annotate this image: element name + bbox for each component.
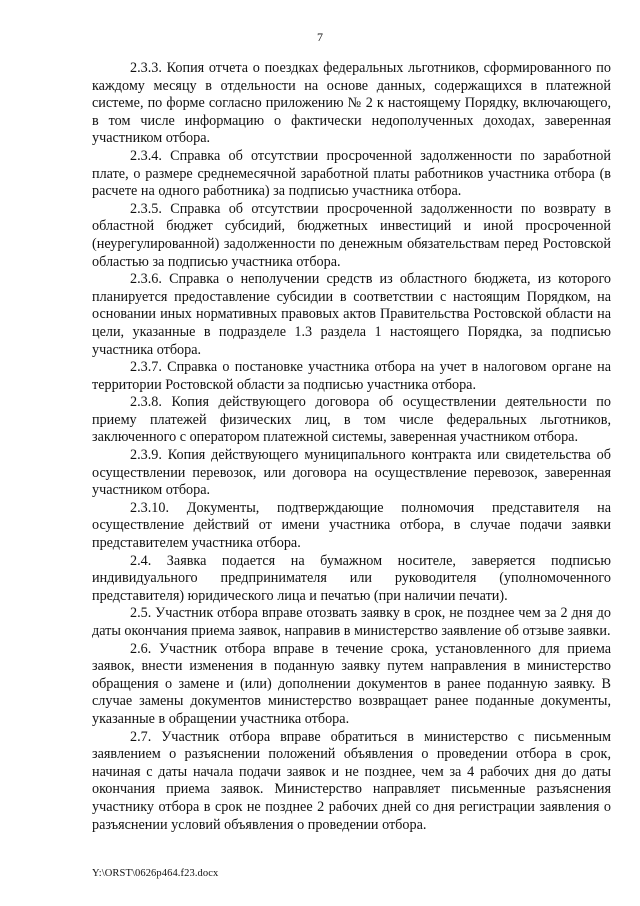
- paragraph-2-6: 2.6. Участник отбора вправе в течение срока, установленного для приема заявок, внести изменения в поданную заявку путем направления в министерство обращения о замене и (или) дополнении документов в ранее поданную заявку. В случае замены документов министерство возвращает ранее поданные документы, указанные в обращении участника отбора.: [92, 640, 611, 727]
- paragraph-2-3-8: 2.3.8. Копия действующего договора об осуществлении деятельности по приему платежей физических лиц, в том числе федеральных льготников, заключенного с оператором платежной системы, заверенная участником отбора.: [92, 394, 611, 446]
- paragraph-2-3-7: 2.3.7. Справка о постановке участника отбора на учет в налоговом органе на территории Ростовской области за подписью участника отбора.: [92, 359, 611, 393]
- paragraph-2-3-4: 2.3.4. Справка об отсутствии просроченной задолженности по заработной плате, о размере среднемесячной заработной платы работников участника отбора (в расчете на одного работника) за подписью участника отбора.: [92, 147, 611, 200]
- footer-file-path: Y:\ORST\0626p464.f23.docx: [92, 868, 219, 879]
- paragraph-2-3-6: 2.3.6. Справка о неполучении средств из областного бюджета, из которого планируется предоставление субсидии в соответствии с настоящим Порядком, на основании иных нормативных правовых актов Правительства Ростовской области на цели, указанные в подразделе 1.3 раздела 1 настоящего Порядка, за подписью участника отбора.: [92, 271, 611, 358]
- paragraph-2-7: 2.7. Участник отбора вправе обратиться в министерство с письменным заявлением о разъяснении положений объявления о проведении отбора в срок, начиная с даты начала подачи заявок и не позднее, чем за 4 рабочих дня до даты окончания приема заявок. Министерство направляет письменные разъяснения участнику отбора в срок не позднее 2 рабочих дней со дня регистрации заявления о разъяснении условий объявления о проведении отбора.: [92, 728, 611, 833]
- document-body: [92, 60, 611, 834]
- paragraph-2-3-10: 2.3.10. Документы, подтверждающие полномочия представителя на осуществление действий от имени участника отбора, в случае подачи заявки представителем участника отбора.: [92, 499, 611, 552]
- paragraph-2-3-9: 2.3.9. Копия действующего муниципального контракта или свидетельства об осуществлении перевозок, или договора на осуществление перевозок, заверенная участником отбора.: [92, 447, 611, 499]
- paragraph-2-4: 2.4. Заявка подается на бумажном носителе, заверяется подписью индивидуального предпринимателя или руководителя (уполномоченного представителя) юридического лица и печатью (при наличии печати).: [92, 552, 611, 604]
- page-number: 7: [317, 30, 323, 44]
- paragraph-2-3-5: 2.3.5. Справка об отсутствии просроченной задолженности по возврату в областной бюджет субсидий, бюджетных инвестиций и иной просроченной (неурегулированной) задолженности по денежным обязательствам перед Ростовской областью за подписью участника отбора.: [92, 200, 611, 270]
- paragraph-2-3-3: 2.3.3. Копия отчета о поездках федеральных льготников, сформированного по каждому месяцу в отдельности на основе данных, содержащихся в платежной системе, по форме согласно приложению № 2 к настоящему Порядку, включающего, в том числе информацию о фактически недополученных доходах, заверенная участником отбора.: [92, 60, 611, 147]
- paragraph-2-5: 2.5. Участник отбора вправе отозвать заявку в срок, не позднее чем за 2 дня до даты окончания приема заявок, направив в министерство заявление об отзыве заявки.: [92, 605, 611, 639]
